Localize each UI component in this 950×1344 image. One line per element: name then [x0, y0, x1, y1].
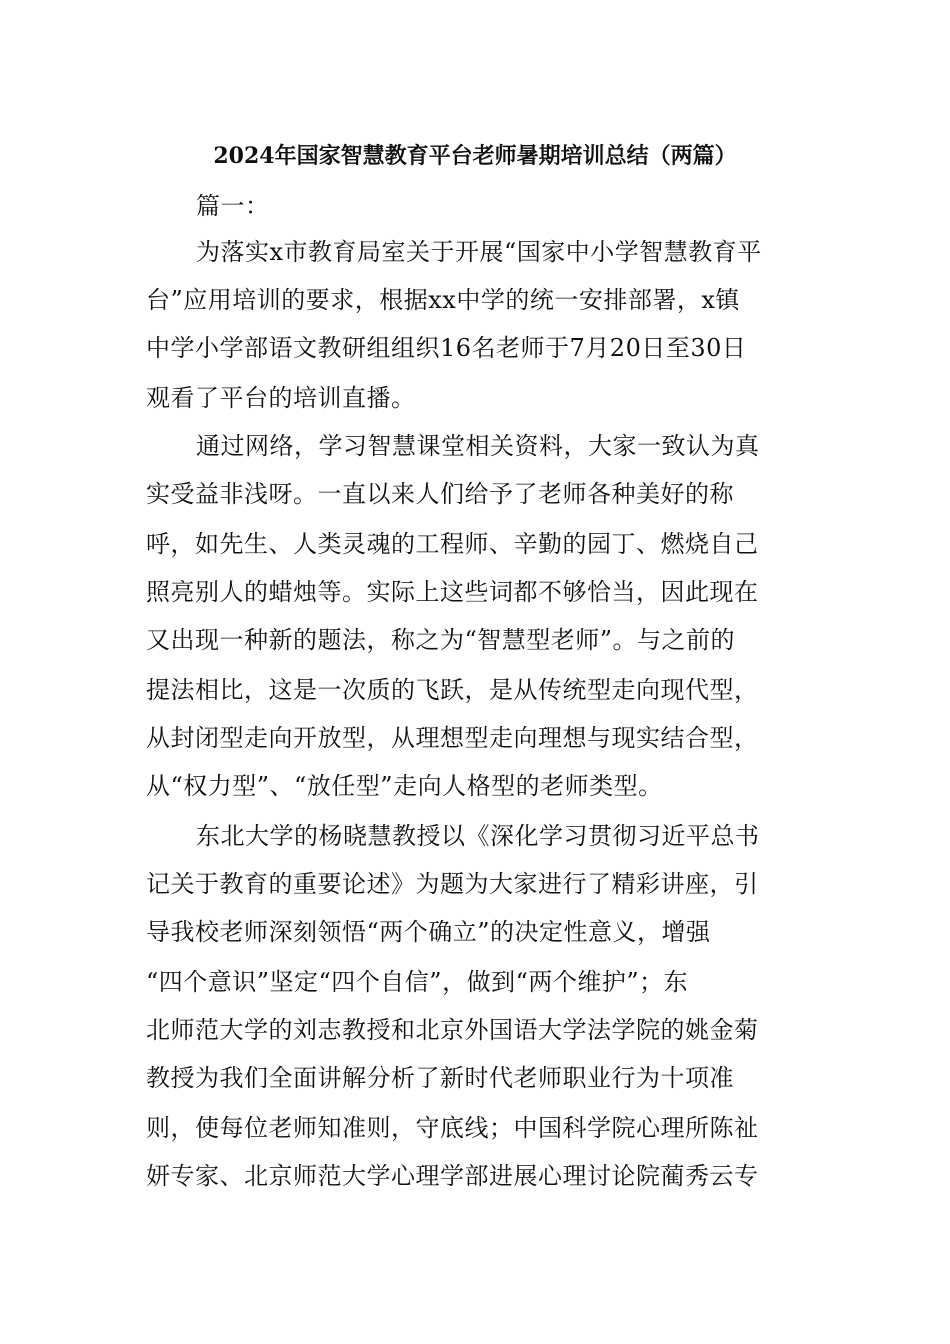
paragraph-line: 东北大学的杨晓慧教授以《深化学习贯彻习近平总书	[196, 822, 760, 850]
paragraph-line: 台”应用培训的要求，根据xx中学的统一安排部署，x镇	[146, 286, 740, 314]
paragraph-line: 为落实x市教育局室关于开展“国家中小学智慧教育平	[196, 238, 762, 266]
paragraph-line: 记关于教育的重要论述》为题为大家进行了精彩讲座，引	[146, 870, 759, 898]
paragraph-line: 从“权力型”、“放任型”走向人格型的老师类型。	[146, 772, 663, 800]
paragraph-line: 观看了平台的培训直播。	[146, 384, 416, 412]
paragraph-line: 又出现一种新的题法，称之为“智慧型老师”。与之前的	[146, 626, 736, 654]
section-heading: 篇一：	[196, 192, 270, 220]
paragraph-line: 实受益非浅呀。一直以来人们给予了老师各种美好的称	[146, 480, 734, 508]
paragraph-line: 照亮别人的蜡烛等。实际上这些词都不够恰当，因此现在	[146, 578, 759, 606]
paragraph-line: 中学小学部语文教研组组织16名老师于7月20日至30日	[146, 334, 747, 362]
paragraph-line: 提法相比，这是一次质的飞跃，是从传统型走向现代型，	[146, 676, 759, 704]
paragraph-line: 妍专家、北京师范大学心理学部进展心理讨论院蔺秀云专	[146, 1162, 759, 1190]
paragraph-line: 则，使每位老师知准则，守底线；中国科学院心理所陈祉	[146, 1114, 759, 1142]
paragraph-line: 通过网络，学习智慧课堂相关资料，大家一致认为真	[196, 432, 760, 460]
paragraph-line: “四个意识”坚定“四个自信”，做到“两个维护”；东	[146, 968, 689, 996]
paragraph-line: 北师范大学的刘志教授和北京外国语大学法学院的姚金菊	[146, 1016, 759, 1044]
paragraph-line: 从封闭型走向开放型，从理想型走向理想与现实结合型，	[146, 724, 759, 752]
paragraph-line: 呼，如先生、人类灵魂的工程师、辛勤的园丁、燃烧自己	[146, 530, 759, 558]
paragraph-line: 教授为我们全面讲解分析了新时代老师职业行为十项准	[146, 1064, 734, 1092]
document-title: 2024年国家智慧教育平台老师暑期培训总结（两篇）	[213, 143, 737, 169]
paragraph-line: 导我校老师深刻领悟“两个确立”的决定性意义，增强	[146, 918, 711, 946]
